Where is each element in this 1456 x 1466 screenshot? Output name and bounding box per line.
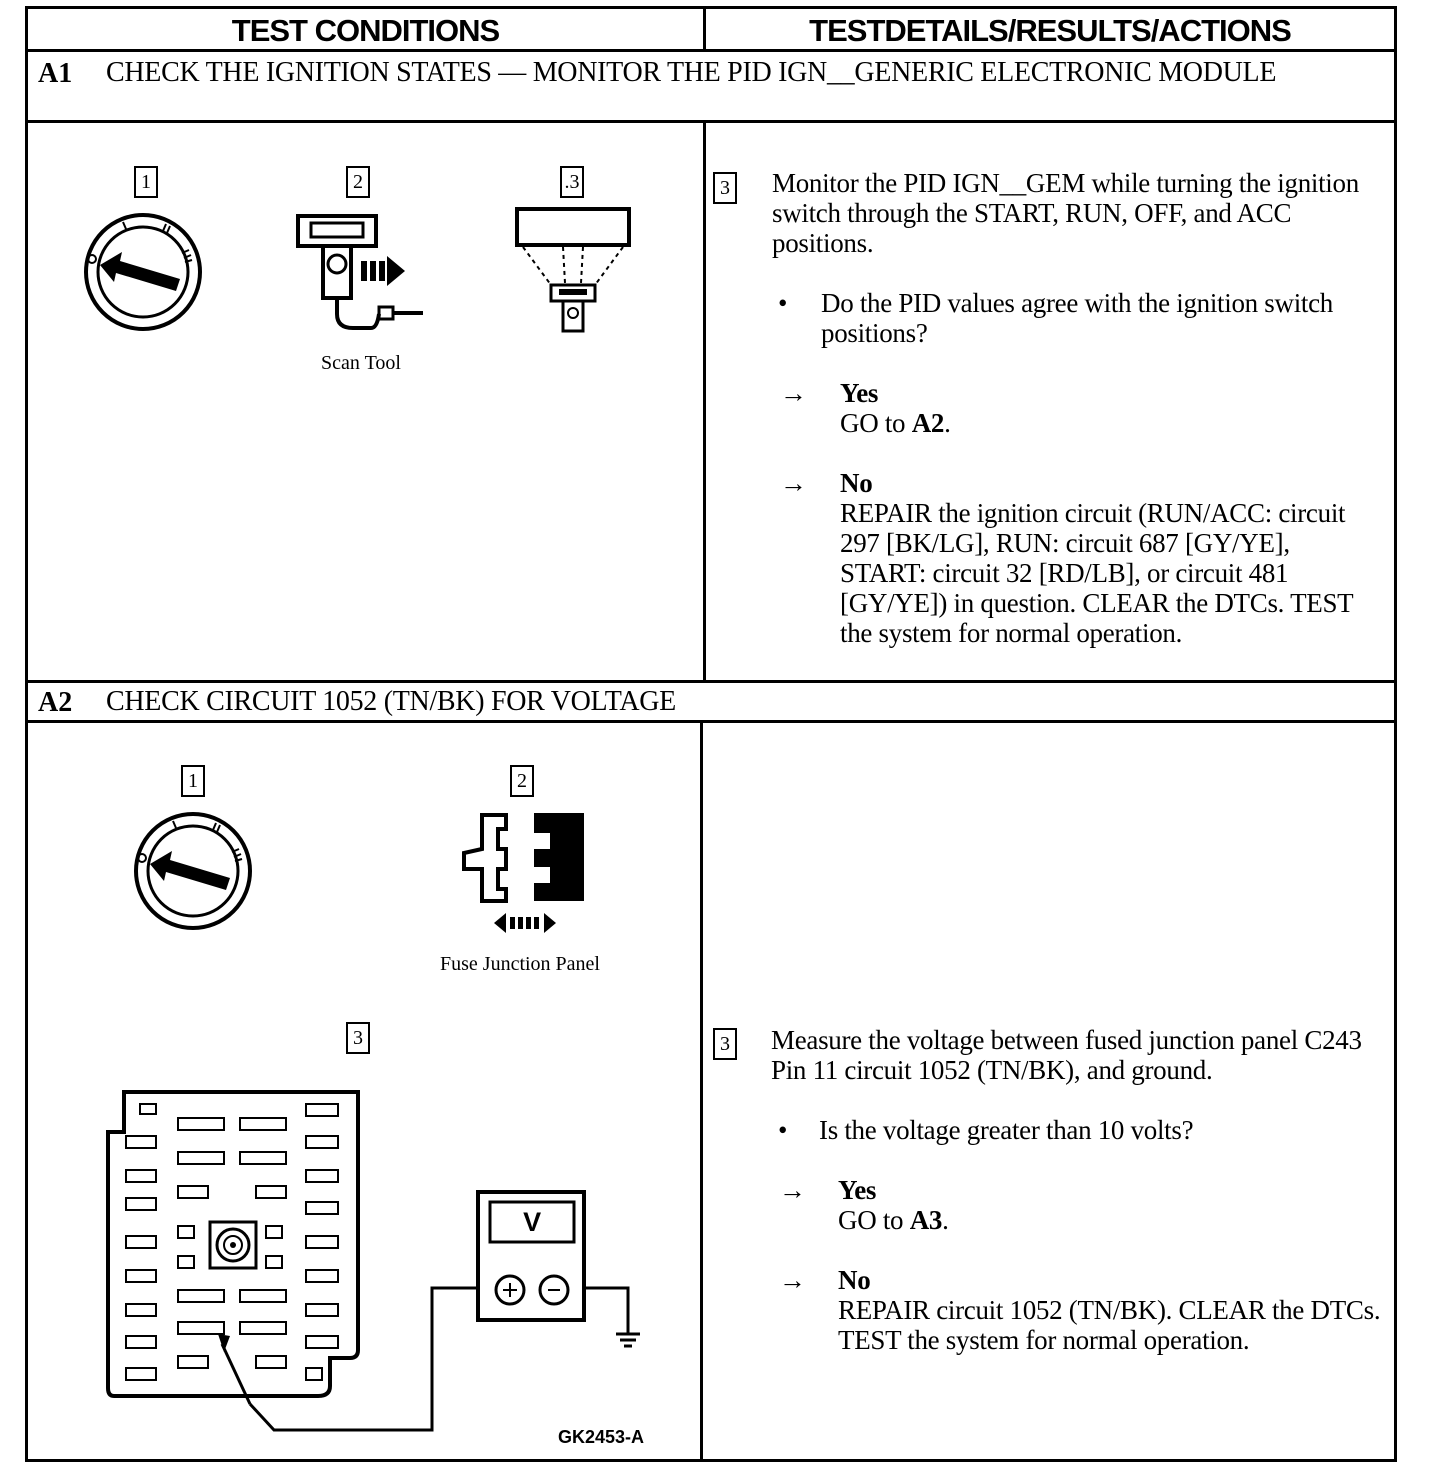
bullet: • bbox=[778, 1115, 788, 1145]
step-a2-id: A2 bbox=[38, 687, 73, 718]
arrow-icon: → bbox=[779, 1265, 806, 1295]
step-a1-title: CHECK THE IGNITION STATES — MONITOR THE PID IGN__GENERIC ELECTRONIC MODULE bbox=[106, 57, 1277, 88]
step-number-box: 2 bbox=[510, 765, 534, 797]
scan-tool-display-icon bbox=[513, 207, 633, 342]
a2-no-label: No bbox=[838, 1265, 871, 1295]
figure-code: GK2453-A bbox=[558, 1427, 645, 1447]
yes-action-prefix: GO to bbox=[840, 408, 912, 438]
step-number-box: 1 bbox=[134, 166, 158, 198]
a2-yes-label: Yes bbox=[838, 1175, 877, 1205]
a2-no-action: REPAIR circuit 1052 (TN/BK). CLEAR the DTCs. TEST the system for normal operation. bbox=[838, 1295, 1381, 1355]
divider bbox=[700, 720, 703, 1460]
test-procedure-table bbox=[25, 6, 1397, 1462]
divider bbox=[703, 120, 706, 682]
a1-instruction: Monitor the PID IGN__GEM while turning the ignition switch through the START, RUN, OFF, and ACC positions. bbox=[772, 168, 1359, 258]
step-number-box: 3 bbox=[346, 1022, 370, 1054]
fuse-junction-panel-caption: Fuse Junction Panel bbox=[440, 953, 600, 975]
a2-yes-action: GO to A3. bbox=[838, 1205, 949, 1235]
bullet: • bbox=[778, 288, 788, 318]
a1-no-label: No bbox=[840, 468, 873, 498]
step-number-box: 2 bbox=[346, 166, 370, 198]
step-a2-title: CHECK CIRCUIT 1052 (TN/BK) FOR VOLTAGE bbox=[106, 686, 676, 717]
divider bbox=[28, 120, 1394, 123]
header-test-details: TESTDETAILS/RESULTS/ACTIONS bbox=[809, 13, 1291, 48]
step-number-box: 1 bbox=[181, 765, 205, 797]
divider bbox=[28, 680, 1394, 683]
voltmeter-display-label: V bbox=[523, 1207, 541, 1237]
a2-question: Is the voltage greater than 10 volts? bbox=[819, 1115, 1194, 1145]
step-number-box: .3 bbox=[560, 166, 584, 198]
step-a1-id: A1 bbox=[38, 58, 73, 89]
step-number-box: 3 bbox=[713, 172, 737, 204]
arrow-icon: → bbox=[779, 1175, 806, 1205]
fuse-panel-voltage-diagram bbox=[106, 1086, 666, 1466]
step-number-box: 3 bbox=[713, 1028, 737, 1060]
scan-tool-caption: Scan Tool bbox=[321, 352, 401, 374]
a1-question: Do the PID values agree with the ignition switch positions? bbox=[821, 288, 1333, 348]
arrow-icon: → bbox=[780, 378, 807, 408]
yes-action-target: A2 bbox=[911, 408, 945, 438]
a1-yes-action: GO to A2. bbox=[840, 408, 951, 438]
scan-tool-icon bbox=[293, 214, 433, 334]
a1-yes-label: Yes bbox=[840, 378, 879, 408]
divider bbox=[28, 720, 1394, 723]
a2-instruction: Measure the voltage between fused junction panel C243 Pin 11 circuit 1052 (TN/BK), and ground. bbox=[771, 1025, 1362, 1085]
arrow-icon: → bbox=[780, 468, 807, 498]
fuse-connector-icon bbox=[458, 809, 588, 939]
a1-no-action: REPAIR the ignition circuit (RUN/ACC: circuit 297 [BK/LG], RUN: circuit 687 [GY/YE], START: circuit 32 [RD/LB], or circuit 481 [GY/YE]) in question. CLEAR the DTCs. TEST the system for normal operation. bbox=[840, 498, 1353, 648]
ignition-switch-icon bbox=[78, 207, 208, 337]
yes-action-target: A3 bbox=[909, 1205, 943, 1235]
yes-action-prefix: GO to bbox=[838, 1205, 910, 1235]
header-test-conditions: TEST CONDITIONS bbox=[231, 13, 500, 48]
ignition-switch-icon bbox=[128, 806, 258, 936]
